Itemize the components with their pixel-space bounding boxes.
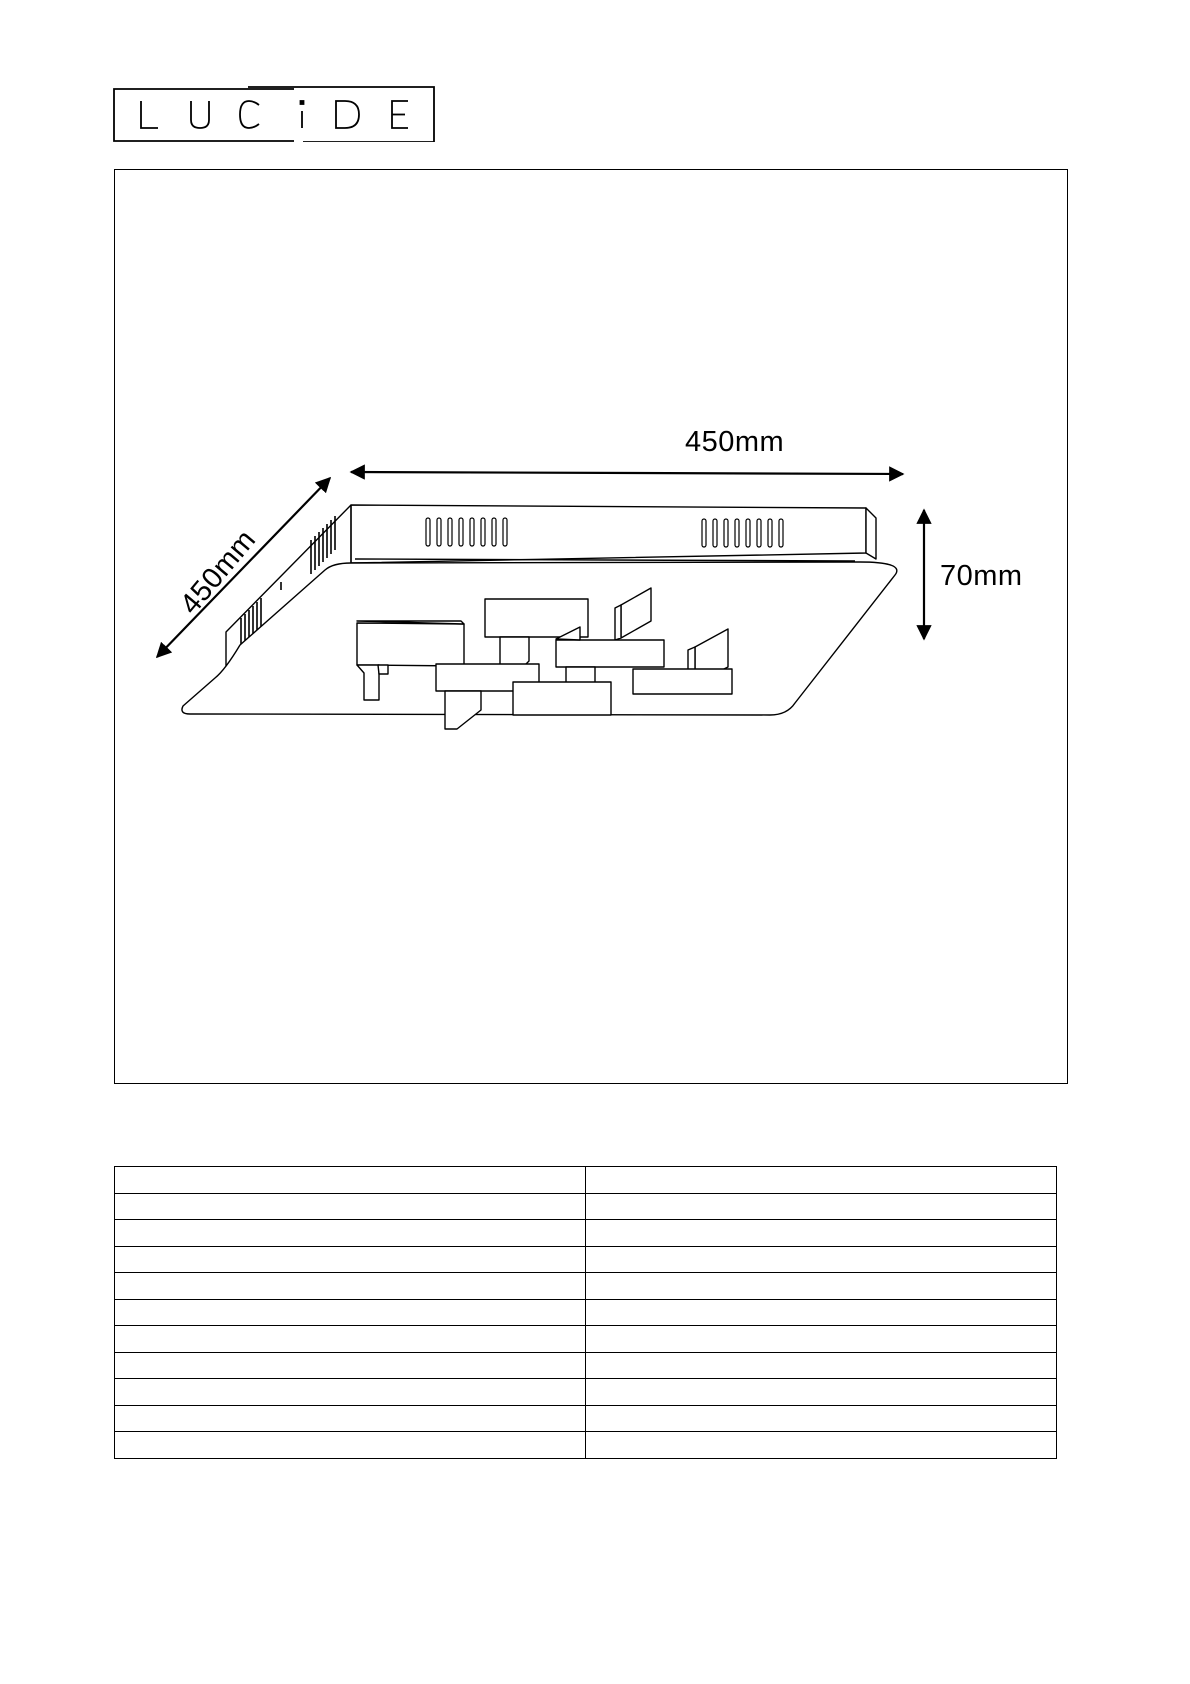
table-cell	[115, 1326, 586, 1353]
table-cell	[115, 1220, 586, 1247]
table-cell	[586, 1432, 1057, 1459]
table-row	[115, 1379, 1057, 1406]
width-dimension-label: 450mm	[685, 426, 785, 458]
depth-dimension-label: 450mm	[174, 523, 263, 621]
table-cell	[586, 1167, 1057, 1194]
table-cell	[586, 1379, 1057, 1406]
table-cell	[586, 1193, 1057, 1220]
table-cell	[115, 1432, 586, 1459]
table-cell	[115, 1246, 586, 1273]
table-cell	[586, 1299, 1057, 1326]
table-row	[115, 1432, 1057, 1459]
table-row	[115, 1246, 1057, 1273]
table-cell	[586, 1405, 1057, 1432]
table-cell	[115, 1352, 586, 1379]
table-cell	[586, 1246, 1057, 1273]
table-cell	[115, 1405, 586, 1432]
table-cell	[115, 1379, 586, 1406]
brand-logo	[113, 84, 435, 142]
table-row	[115, 1273, 1057, 1300]
table-cell	[115, 1193, 586, 1220]
table-row	[115, 1405, 1057, 1432]
lamp-technical-drawing	[115, 170, 1067, 1083]
table-row	[115, 1167, 1057, 1194]
table-cell	[115, 1167, 586, 1194]
table-cell	[586, 1273, 1057, 1300]
table-cell	[586, 1326, 1057, 1353]
height-dimension-label: 70mm	[940, 560, 1023, 592]
width-dimension-arrow	[351, 472, 903, 474]
table-row	[115, 1352, 1057, 1379]
table-row	[115, 1299, 1057, 1326]
table-cell	[115, 1299, 586, 1326]
table-row	[115, 1326, 1057, 1353]
table-cell	[586, 1220, 1057, 1247]
table-cell	[586, 1352, 1057, 1379]
specification-table	[114, 1166, 1057, 1459]
drawing-frame	[114, 169, 1068, 1084]
table-cell	[115, 1273, 586, 1300]
table-row	[115, 1220, 1057, 1247]
lucide-logo-graphic	[113, 84, 435, 142]
table-row	[115, 1193, 1057, 1220]
